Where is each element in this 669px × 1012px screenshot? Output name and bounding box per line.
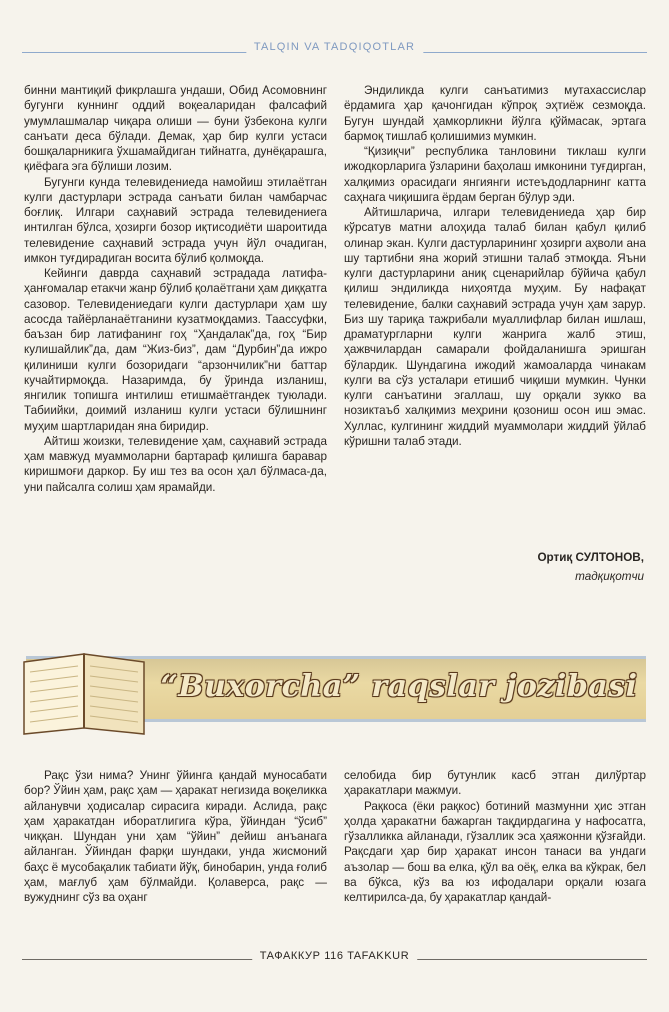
page-footer [22, 950, 647, 970]
paragraph: Бугунги кунда телевидениеда намойиш этилаётган кулги дастурлари эстрада санъати билан чамбарчас боғлиқ. Илгари саҳнавий эстрада телевидениега интилган бўлса, ҳозирги бозор иқтисодиёти шароитида телевидение саҳнавий эстрада учун йўл очадиган, имкон туғдирадиган восита бўлиб қолмоқда. [24, 175, 327, 265]
section-title: TALQIN VA TADQIQOTLAR [246, 41, 423, 53]
footer-label: ТАФАККУР 116 TAFAKKUR [252, 950, 418, 962]
banner-title: “Buxorcha” raqslar jozibasi [160, 668, 638, 704]
author-name: Ортиқ СУЛТОНОВ, [537, 551, 644, 564]
article1-column-left [24, 83, 327, 495]
paragraph: Айтиш жоизки, телевидение ҳам, саҳнавий эстрада ҳам мавжуд муаммоларни бартараф қилишга баравар киришмоғи даркор. Бу иш тез ва осон ҳал бўлмаса-да, уни пайсалга солиш ҳам ярамайди. [24, 434, 327, 494]
paragraph: Рақкоса (ёки рақкос) ботиний мазмунни ҳис этган ҳолда ҳаракатни бажарган тақдирдагина у нафосатга, гўзалликка айланади, гўзаллик эса ҳаяжонни қўзғайди. Рақсдаги ҳар бир ҳаракат инсон танаси ва ундаги аъзолар — бош ва елка, қўл ва оёқ, елка ва кўкрак, бел ва бўкса, кўз ва юз ифодалари орқали юзага келтирилса-да, бу ҳаракатлар қандай- [344, 799, 646, 904]
paragraph: Эндиликда кулги санъатимиз мутахассислар ёрдамига ҳар қачонгидан кўпроқ эҳтиёж сезмоқда. Бугун шундай ҳамкорликни йўлга қўймасак, эртага бармоқ тишлаб қолишимиз мумкин. [344, 84, 646, 143]
paragraph: бинни мантиқий фикрлашга ундаши, Обид Асомовнинг бугунги куннинг оддий воқеаларидан фалсафий умумлашмалар чиқара олиши — буни ўзбекона кулги санъати деса бўлади. Демак, ҳар бир кулги устаси бошқаларникига ўхшамайдиган тийнатга, дунёқарашга, қиёфага эга бўлиши лозим. [24, 84, 327, 174]
author-role: тадқиқотчи [575, 570, 644, 583]
open-book-icon [14, 632, 154, 742]
paragraph: “Қизиқчи” республика танловини тиклаш кулги ижодкорларига ўзларини баҳолаш имконини туғдирган, халқимиз орасидаги янгиянги истеъдодларнинг катта саҳнага чиқишига ёрдам берган бўлур эди. [344, 145, 646, 204]
running-header [22, 38, 647, 58]
article2-column-left [24, 768, 327, 905]
article-banner [14, 632, 654, 742]
paragraph: Айтишларича, илгари телевидениеда ҳар бир кўрсатув матни алоҳида талаб билан қабул қилиб олинар экан. Кулги дастурларининг ҳозирги аҳволи ана шу тартибни яна жорий этишни талаб этмоқда. Яъни кулги дастурларини аниқ сценарийлар бўйича қабул қилиш эндиликда ниҳоятда муҳим. Бу нафақат телевидение, балки саҳнавий эстрада учун ҳам зарур. Биз шу тариқа тажрибали муаллифлар билан ишлаш, драматургларни кулги жанрига жалб этиш, ҳажвчилардан самарали фойдаланишга эришган бўлардик. Шундагина ижодий жамоаларда чинакам кулги ва сўз усталари етишиб чиқиши мумкин. Чунки кулги санъатини эгаллаш, шу орқали зукко ва нозиктаъб халқимиз меҳрини қозониш осон иш эмас. Хуллас, кулгининг жиддий муаммолари жиддий ўйлаб кўришни талаб этади. [344, 206, 646, 448]
paragraph: Рақс ўзи нима? Унинг ўйинга қандай муносабати бор? Ўйин ҳам, рақс ҳам — ҳаракат негизида воқеликка айланувчи ҳодисалар сирасига киради. Аслида, рақс ҳам ҳаракатдан иборатлигига кўра, ўйиндан “ўсиб” чиққан. Шундан уни ҳам “ўйин” дейиш анъанага айланган. Ўйиндан фарқи шундаки, унда жисмоний баҳс ё мусобақалик табиати йўқ, бинобарин, унда ғолиб ҳам, мағлуб ҳам бўлмайди. Қолаверса, рақс — вужуднинг сўз ва оҳанг [24, 769, 327, 904]
article1-column-right [344, 83, 646, 449]
paragraph: Кейинги даврда саҳнавий эстрадада латифа-ҳанғомалар етакчи жанр бўлиб қолаётгани ҳам диққатга сазовор. Телевидениедаги кулги дастурлари ҳам шу асосда тайёрланаётганини кузатмоқдамиз. Таассуфки, баъзан бир латифанинг гоҳ “Ҳандалак”да, гоҳ “Бир кулишайлик”да, дам “Жиз-биз”, дам “Дурбин”да ижро қилиниши кулги бозоридаги “арзончилик”ни баттар кучайтирмоқда. Назаримда, бу ўринда изланиш, янгилик топишга интилиш етишмаётгандек туюлади. Табиийки, доимий изланиш кулги устаси бўлишнинг муҳим шартларидан яна биридир. [24, 267, 327, 433]
article2-column-right [344, 768, 646, 905]
paragraph: селобида бир бутунлик касб этган дилўртар ҳаракатлари мажмуи. [344, 769, 646, 798]
